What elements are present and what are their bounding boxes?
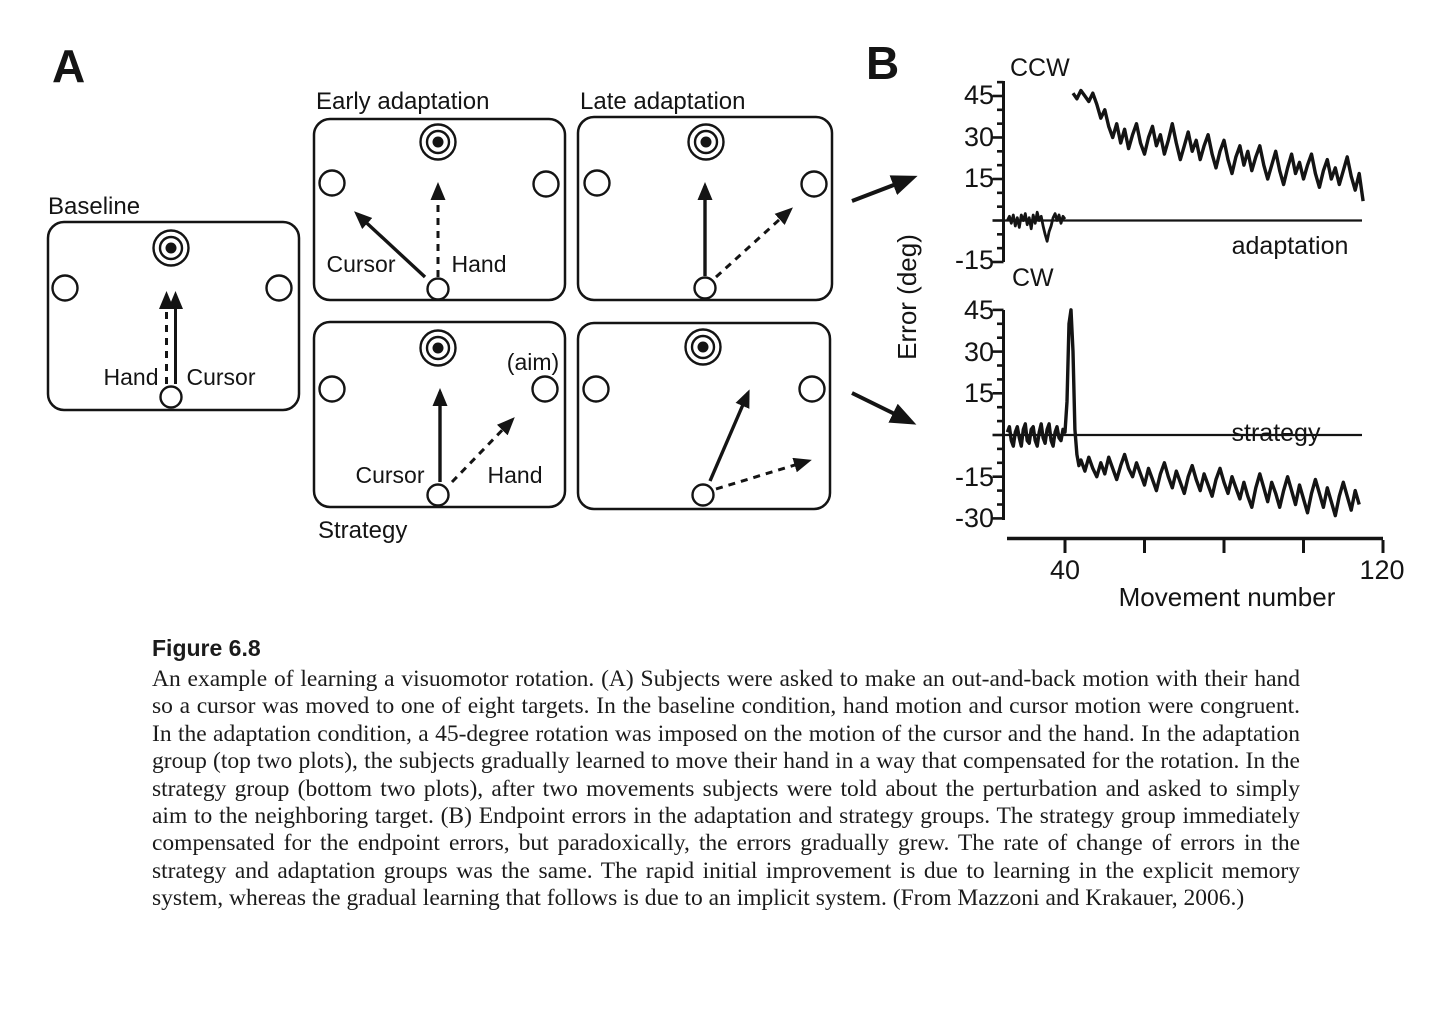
late-right-target xyxy=(802,172,827,197)
xtick-120: 120 xyxy=(1359,555,1405,585)
series-adaptation xyxy=(1073,91,1363,202)
bottom-ytick-neg15: -15 xyxy=(954,462,994,492)
late-hand-arrow xyxy=(716,210,790,277)
cw-label: CW xyxy=(1012,264,1054,292)
top-ytick-45: 45 xyxy=(963,80,994,110)
caption-title: Figure 6.8 xyxy=(152,635,261,661)
strategy-early-right-target xyxy=(533,377,558,402)
x-axis-group xyxy=(1007,539,1383,554)
ccw-label: CCW xyxy=(1010,54,1070,82)
strategy-late-right-target xyxy=(800,377,825,402)
baseline-right-target xyxy=(267,276,292,301)
late-start-circle xyxy=(695,278,716,299)
strategy-early-target-bullseye xyxy=(421,331,456,366)
late-adaptation-title: Late adaptation xyxy=(580,88,746,115)
bullseye-center-dot xyxy=(701,137,712,148)
strategy-series-label: strategy xyxy=(1231,419,1321,447)
early-hand-label: Hand xyxy=(451,251,507,277)
strategy-early-left-target xyxy=(320,377,345,402)
strategy-late-cursor-arrow xyxy=(710,393,748,481)
early-right-target xyxy=(534,172,559,197)
strategy-early-start-circle xyxy=(428,485,449,506)
strategy-title: Strategy xyxy=(318,517,408,544)
baseline-cursor-label: Cursor xyxy=(186,364,256,390)
bullseye-center-dot xyxy=(433,137,444,148)
top-ytick-neg15: -15 xyxy=(954,245,994,275)
connector-arrow-top xyxy=(852,178,912,201)
strategy-late-start-circle xyxy=(693,485,714,506)
adaptation-series-label: adaptation xyxy=(1231,232,1349,260)
early-cursor-label: Cursor xyxy=(326,251,396,277)
y-axis-title: Error (deg) xyxy=(892,234,922,360)
x-axis-title: Movement number xyxy=(1118,582,1336,612)
panel-b-letter: B xyxy=(866,37,900,89)
top-ytick-15: 15 xyxy=(963,163,994,193)
baseline-start-circle xyxy=(161,387,182,408)
late-target-bullseye xyxy=(689,125,724,160)
early-target-bullseye xyxy=(421,125,456,160)
strategy-late-hand-arrow xyxy=(716,461,808,489)
strategy-hand-label: Hand xyxy=(487,462,543,488)
bottom-ytick-15: 15 xyxy=(963,378,994,408)
bullseye-center-dot xyxy=(433,343,444,354)
strategy-plot xyxy=(993,310,1363,520)
bullseye-center-dot xyxy=(166,243,177,254)
figure-caption xyxy=(152,635,1300,913)
series-baseline xyxy=(1007,212,1065,241)
bottom-ytick-30: 30 xyxy=(963,337,994,367)
connector-arrow-bottom xyxy=(852,393,911,422)
top-ytick-30: 30 xyxy=(963,122,994,152)
baseline-target-bullseye xyxy=(154,231,189,266)
baseline-left-target xyxy=(53,276,78,301)
baseline-hand-label: Hand xyxy=(103,364,159,390)
strategy-late-target-bullseye xyxy=(686,330,721,365)
bottom-ytick-neg30: -30 xyxy=(954,503,994,533)
strategy-late-left-target xyxy=(584,377,609,402)
strategy-cursor-label: Cursor xyxy=(355,462,425,488)
early-start-circle xyxy=(428,279,449,300)
early-adaptation-title: Early adaptation xyxy=(316,88,490,115)
late-left-target xyxy=(585,171,610,196)
xtick-40: 40 xyxy=(1049,555,1081,585)
series-strategy xyxy=(1007,310,1359,516)
aim-label: (aim) xyxy=(506,349,560,375)
baseline-title: Baseline xyxy=(48,193,141,220)
panel-a-letter: A xyxy=(52,40,86,92)
bottom-ytick-45: 45 xyxy=(963,295,994,325)
caption-body: An example of learning a visuomotor rotation. (A) Subjects were asked to make an out-and-back motion with their hand so a cursor was moved to one of eight targets. In the baseline condition, hand motion and cursor motion were congruent. In the adaptation condition, a 45-degree rotation was imposed on the motion of the cursor and the hand. In the adaptation group (top two plots), the subjects gradually learned to move their hand in a way that compensated for the rotation. In the strategy group (bottom two plots), after two movements subjects were told about the perturbation and asked to simply aim to the neighboring target. (B) Endpoint errors in the adaptation and strategy groups. The strategy group immediately compensated for the endpoint errors, but paradoxically, the errors gradually grew. The rate of change of errors in the strategy and adaptation groups was the same. The rapid initial improvement is due to learning in the explicit memory system, whereas the gradual learning that follows is due to an implicit system. (From Mazzoni and Krakauer, 2006.) xyxy=(152,666,1300,912)
bullseye-center-dot xyxy=(698,342,709,353)
early-left-target xyxy=(320,171,345,196)
